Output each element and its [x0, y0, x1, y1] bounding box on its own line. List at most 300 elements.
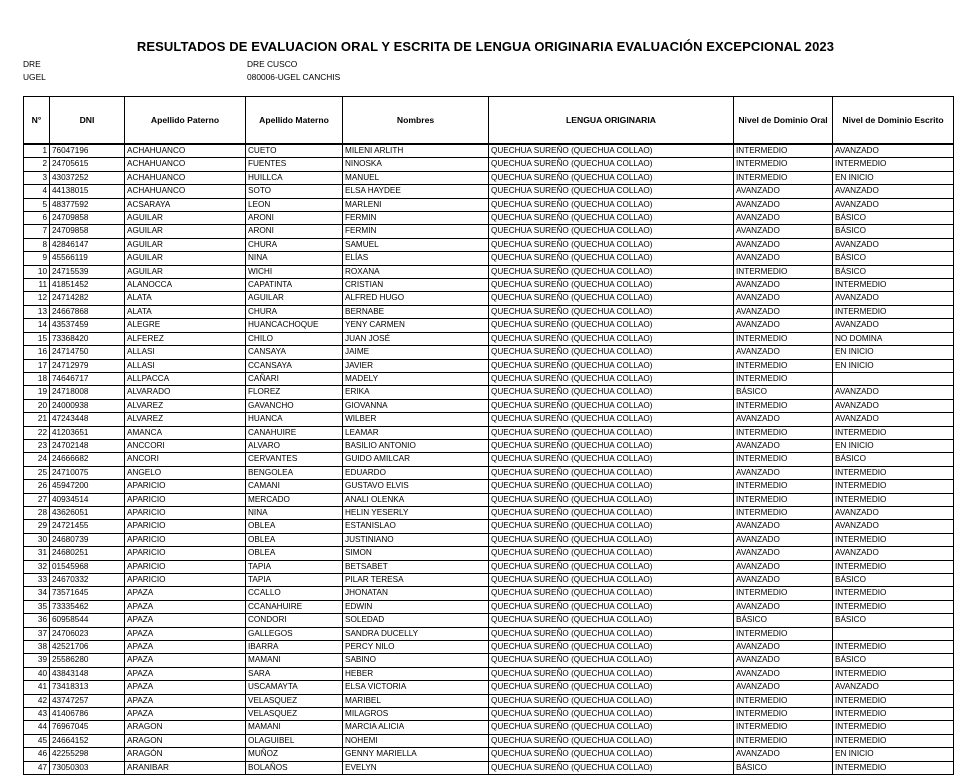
dominio-oral-cell: AVANZADO: [734, 600, 833, 613]
lengua-originaria-cell: QUECHUA SUREÑO (QUECHUA COLLAO): [489, 426, 734, 439]
dre-value: DRE CUSCO: [247, 59, 298, 69]
dominio-oral-cell: AVANZADO: [734, 319, 833, 332]
lengua-originaria-cell: QUECHUA SUREÑO (QUECHUA COLLAO): [489, 332, 734, 345]
apellido-paterno-cell: APAZA: [125, 694, 246, 707]
row-number-cell: 8: [24, 238, 50, 251]
apellido-materno-cell: MAMANI: [246, 721, 343, 734]
dominio-escrito-cell: AVANZADO: [833, 547, 954, 560]
dni-cell: 24670332: [50, 574, 125, 587]
dominio-escrito-cell: AVANZADO: [833, 144, 954, 158]
row-number-cell: 34: [24, 587, 50, 600]
apellido-paterno-cell: APAZA: [125, 587, 246, 600]
dominio-oral-cell: AVANZADO: [734, 748, 833, 761]
apellido-materno-cell: VELASQUEZ: [246, 708, 343, 721]
nombres-cell: MANUEL: [343, 171, 489, 184]
dominio-oral-cell: AVANZADO: [734, 547, 833, 560]
apellido-materno-cell: MAMANI: [246, 654, 343, 667]
apellido-materno-cell: GAVANCHO: [246, 399, 343, 412]
row-number-cell: 6: [24, 212, 50, 225]
lengua-originaria-cell: QUECHUA SUREÑO (QUECHUA COLLAO): [489, 238, 734, 251]
row-number-cell: 36: [24, 614, 50, 627]
dni-cell: 24680739: [50, 533, 125, 546]
dominio-escrito-cell: NO DOMINA: [833, 332, 954, 345]
dni-cell: 76967045: [50, 721, 125, 734]
dominio-oral-cell: AVANZADO: [734, 533, 833, 546]
nombres-cell: JUAN JOSÉ: [343, 332, 489, 345]
ugel-label: UGEL: [23, 72, 46, 82]
row-number-cell: 43: [24, 708, 50, 721]
nombres-cell: MARLENI: [343, 198, 489, 211]
apellido-paterno-cell: ARAGON: [125, 734, 246, 747]
dominio-oral-cell: AVANZADO: [734, 466, 833, 479]
row-number-cell: 41: [24, 681, 50, 694]
dni-cell: 24714750: [50, 346, 125, 359]
table-row: [24, 547, 954, 560]
row-number-cell: 40: [24, 667, 50, 680]
row-number-cell: 1: [24, 144, 50, 158]
row-number-cell: 20: [24, 399, 50, 412]
lengua-originaria-cell: QUECHUA SUREÑO (QUECHUA COLLAO): [489, 399, 734, 412]
apellido-materno-cell: HUANCA: [246, 413, 343, 426]
dni-cell: 41406786: [50, 708, 125, 721]
apellido-materno-cell: MUÑOZ: [246, 748, 343, 761]
dni-cell: 43537459: [50, 319, 125, 332]
table-row: [24, 574, 954, 587]
lengua-originaria-cell: QUECHUA SUREÑO (QUECHUA COLLAO): [489, 212, 734, 225]
dominio-oral-cell: INTERMEDIO: [734, 480, 833, 493]
apellido-paterno-cell: APARICIO: [125, 574, 246, 587]
dni-cell: 73368420: [50, 332, 125, 345]
header-dni: DNI: [50, 97, 125, 145]
apellido-paterno-cell: APARICIO: [125, 493, 246, 506]
apellido-paterno-cell: ALVAREZ: [125, 413, 246, 426]
dni-cell: 24709858: [50, 225, 125, 238]
apellido-materno-cell: GALLEGOS: [246, 627, 343, 640]
dni-cell: 76047196: [50, 144, 125, 158]
lengua-originaria-cell: QUECHUA SUREÑO (QUECHUA COLLAO): [489, 252, 734, 265]
dominio-escrito-cell: INTERMEDIO: [833, 305, 954, 318]
apellido-materno-cell: CAPATINTA: [246, 279, 343, 292]
table-row: [24, 614, 954, 627]
apellido-paterno-cell: APAZA: [125, 627, 246, 640]
header-lengua-originaria: LENGUA ORIGINARIA: [489, 97, 734, 145]
nombres-cell: NINOSKA: [343, 158, 489, 171]
table-row: [24, 506, 954, 519]
lengua-originaria-cell: QUECHUA SUREÑO (QUECHUA COLLAO): [489, 493, 734, 506]
lengua-originaria-cell: QUECHUA SUREÑO (QUECHUA COLLAO): [489, 346, 734, 359]
apellido-paterno-cell: ALLASI: [125, 346, 246, 359]
dominio-oral-cell: AVANZADO: [734, 413, 833, 426]
dni-cell: 73418313: [50, 681, 125, 694]
table-row: [24, 600, 954, 613]
dni-cell: 60958544: [50, 614, 125, 627]
dominio-escrito-cell: INTERMEDIO: [833, 493, 954, 506]
dominio-escrito-cell: BÁSICO: [833, 252, 954, 265]
dni-cell: 41203651: [50, 426, 125, 439]
apellido-materno-cell: CHURA: [246, 305, 343, 318]
apellido-materno-cell: CAÑARI: [246, 372, 343, 385]
apellido-materno-cell: CCALLO: [246, 587, 343, 600]
table-row: [24, 372, 954, 385]
table-row: [24, 332, 954, 345]
row-number-cell: 27: [24, 493, 50, 506]
apellido-materno-cell: CONDORI: [246, 614, 343, 627]
nombres-cell: JAIME: [343, 346, 489, 359]
lengua-originaria-cell: QUECHUA SUREÑO (QUECHUA COLLAO): [489, 453, 734, 466]
dni-cell: 43747257: [50, 694, 125, 707]
nombres-cell: FERMIN: [343, 225, 489, 238]
dominio-escrito-cell: BÁSICO: [833, 225, 954, 238]
dominio-oral-cell: INTERMEDIO: [734, 372, 833, 385]
dominio-escrito-cell: INTERMEDIO: [833, 480, 954, 493]
apellido-materno-cell: TAPIA: [246, 560, 343, 573]
row-number-cell: 13: [24, 305, 50, 318]
dominio-oral-cell: AVANZADO: [734, 641, 833, 654]
apellido-materno-cell: ARONI: [246, 225, 343, 238]
dni-cell: 40934514: [50, 493, 125, 506]
table-row: [24, 627, 954, 640]
apellido-paterno-cell: AMANCA: [125, 426, 246, 439]
dominio-oral-cell: AVANZADO: [734, 238, 833, 251]
nombres-cell: SAMUEL: [343, 238, 489, 251]
table-row: [24, 533, 954, 546]
dominio-oral-cell: INTERMEDIO: [734, 399, 833, 412]
nombres-cell: JHONATAN: [343, 587, 489, 600]
row-number-cell: 46: [24, 748, 50, 761]
dni-cell: 25586280: [50, 654, 125, 667]
dni-cell: 42846147: [50, 238, 125, 251]
dominio-oral-cell: AVANZADO: [734, 305, 833, 318]
apellido-materno-cell: OBLEA: [246, 533, 343, 546]
dominio-escrito-cell: AVANZADO: [833, 198, 954, 211]
nombres-cell: ERIKA: [343, 386, 489, 399]
dominio-oral-cell: AVANZADO: [734, 654, 833, 667]
nombres-cell: FERMIN: [343, 212, 489, 225]
dominio-escrito-cell: AVANZADO: [833, 506, 954, 519]
apellido-paterno-cell: APAZA: [125, 667, 246, 680]
header-apellido-paterno: Apellido Paterno: [125, 97, 246, 145]
table-row: [24, 453, 954, 466]
row-number-cell: 35: [24, 600, 50, 613]
apellido-materno-cell: FLOREZ: [246, 386, 343, 399]
apellido-materno-cell: IBARRA: [246, 641, 343, 654]
dni-cell: 48377592: [50, 198, 125, 211]
nombres-cell: PILAR TERESA: [343, 574, 489, 587]
lengua-originaria-cell: QUECHUA SUREÑO (QUECHUA COLLAO): [489, 279, 734, 292]
dni-cell: 01545968: [50, 560, 125, 573]
dominio-oral-cell: AVANZADO: [734, 520, 833, 533]
table-row: [24, 399, 954, 412]
lengua-originaria-cell: QUECHUA SUREÑO (QUECHUA COLLAO): [489, 748, 734, 761]
row-number-cell: 10: [24, 265, 50, 278]
lengua-originaria-cell: QUECHUA SUREÑO (QUECHUA COLLAO): [489, 158, 734, 171]
dominio-escrito-cell: AVANZADO: [833, 292, 954, 305]
lengua-originaria-cell: QUECHUA SUREÑO (QUECHUA COLLAO): [489, 694, 734, 707]
lengua-originaria-cell: QUECHUA SUREÑO (QUECHUA COLLAO): [489, 721, 734, 734]
dominio-escrito-cell: AVANZADO: [833, 413, 954, 426]
nombres-cell: ALFRED HUGO: [343, 292, 489, 305]
lengua-originaria-cell: QUECHUA SUREÑO (QUECHUA COLLAO): [489, 319, 734, 332]
dominio-escrito-cell: INTERMEDIO: [833, 761, 954, 774]
nombres-cell: ELSA HAYDEE: [343, 185, 489, 198]
apellido-paterno-cell: APARICIO: [125, 480, 246, 493]
row-number-cell: 5: [24, 198, 50, 211]
dni-cell: 45947200: [50, 480, 125, 493]
nombres-cell: NOHEMI: [343, 734, 489, 747]
apellido-paterno-cell: ALLPACCA: [125, 372, 246, 385]
nombres-cell: YENY CARMEN: [343, 319, 489, 332]
lengua-originaria-cell: QUECHUA SUREÑO (QUECHUA COLLAO): [489, 574, 734, 587]
dominio-oral-cell: AVANZADO: [734, 560, 833, 573]
table-row: [24, 413, 954, 426]
nombres-cell: ELSA VICTORIA: [343, 681, 489, 694]
row-number-cell: 16: [24, 346, 50, 359]
apellido-materno-cell: CCANSAYA: [246, 359, 343, 372]
dominio-oral-cell: AVANZADO: [734, 212, 833, 225]
nombres-cell: GENNY MARIELLA: [343, 748, 489, 761]
lengua-originaria-cell: QUECHUA SUREÑO (QUECHUA COLLAO): [489, 681, 734, 694]
apellido-materno-cell: ARONI: [246, 212, 343, 225]
table-row: [24, 480, 954, 493]
dominio-escrito-cell: INTERMEDIO: [833, 667, 954, 680]
dni-cell: 42521706: [50, 641, 125, 654]
nombres-cell: WILBER: [343, 413, 489, 426]
header-nombres: Nombres: [343, 97, 489, 145]
dni-cell: 43037252: [50, 171, 125, 184]
row-number-cell: 37: [24, 627, 50, 640]
apellido-materno-cell: TAPIA: [246, 574, 343, 587]
nombres-cell: ROXANA: [343, 265, 489, 278]
lengua-originaria-cell: QUECHUA SUREÑO (QUECHUA COLLAO): [489, 372, 734, 385]
dominio-oral-cell: INTERMEDIO: [734, 721, 833, 734]
lengua-originaria-cell: QUECHUA SUREÑO (QUECHUA COLLAO): [489, 439, 734, 452]
nombres-cell: EVELYN: [343, 761, 489, 774]
apellido-paterno-cell: APAZA: [125, 708, 246, 721]
nombres-cell: MARIBEL: [343, 694, 489, 707]
apellido-materno-cell: OBLEA: [246, 520, 343, 533]
dominio-oral-cell: INTERMEDIO: [734, 587, 833, 600]
dni-cell: 41851452: [50, 279, 125, 292]
apellido-materno-cell: HUANCACHOQUE: [246, 319, 343, 332]
table-row: [24, 439, 954, 452]
row-number-cell: 28: [24, 506, 50, 519]
table-row: [24, 305, 954, 318]
lengua-originaria-cell: QUECHUA SUREÑO (QUECHUA COLLAO): [489, 654, 734, 667]
lengua-originaria-cell: QUECHUA SUREÑO (QUECHUA COLLAO): [489, 144, 734, 158]
dominio-escrito-cell: INTERMEDIO: [833, 158, 954, 171]
apellido-materno-cell: AGUILAR: [246, 292, 343, 305]
apellido-paterno-cell: AGUILAR: [125, 265, 246, 278]
dominio-escrito-cell: [833, 372, 954, 385]
dni-cell: 24664152: [50, 734, 125, 747]
nombres-cell: GUIDO AMILCAR: [343, 453, 489, 466]
dominio-oral-cell: INTERMEDIO: [734, 144, 833, 158]
dominio-escrito-cell: INTERMEDIO: [833, 279, 954, 292]
dominio-escrito-cell: BÁSICO: [833, 614, 954, 627]
row-number-cell: 44: [24, 721, 50, 734]
apellido-paterno-cell: ARANIBAR: [125, 761, 246, 774]
nombres-cell: SANDRA DUCELLY: [343, 627, 489, 640]
lengua-originaria-cell: QUECHUA SUREÑO (QUECHUA COLLAO): [489, 265, 734, 278]
ugel-value: 080006-UGEL CANCHIS: [247, 72, 341, 82]
lengua-originaria-cell: QUECHUA SUREÑO (QUECHUA COLLAO): [489, 520, 734, 533]
apellido-materno-cell: WICHI: [246, 265, 343, 278]
dni-cell: 24702148: [50, 439, 125, 452]
dni-cell: 24000938: [50, 399, 125, 412]
row-number-cell: 47: [24, 761, 50, 774]
row-number-cell: 15: [24, 332, 50, 345]
header-number: N°: [24, 97, 50, 145]
dominio-escrito-cell: INTERMEDIO: [833, 600, 954, 613]
dominio-escrito-cell: AVANZADO: [833, 681, 954, 694]
apellido-paterno-cell: APAZA: [125, 641, 246, 654]
apellido-materno-cell: CCANAHUIRE: [246, 600, 343, 613]
apellido-materno-cell: LEON: [246, 198, 343, 211]
apellido-materno-cell: HUILLCA: [246, 171, 343, 184]
lengua-originaria-cell: QUECHUA SUREÑO (QUECHUA COLLAO): [489, 386, 734, 399]
nombres-cell: EDUARDO: [343, 466, 489, 479]
row-number-cell: 11: [24, 279, 50, 292]
nombres-cell: GUSTAVO ELVIS: [343, 480, 489, 493]
table-row: [24, 667, 954, 680]
table-row: [24, 144, 954, 158]
dominio-oral-cell: AVANZADO: [734, 439, 833, 452]
lengua-originaria-cell: QUECHUA SUREÑO (QUECHUA COLLAO): [489, 734, 734, 747]
dominio-escrito-cell: BÁSICO: [833, 654, 954, 667]
apellido-paterno-cell: APAZA: [125, 654, 246, 667]
header-apellido-materno: Apellido Materno: [246, 97, 343, 145]
dominio-oral-cell: AVANZADO: [734, 252, 833, 265]
lengua-originaria-cell: QUECHUA SUREÑO (QUECHUA COLLAO): [489, 198, 734, 211]
apellido-paterno-cell: ALFEREZ: [125, 332, 246, 345]
table-row: [24, 466, 954, 479]
row-number-cell: 31: [24, 547, 50, 560]
dominio-oral-cell: INTERMEDIO: [734, 506, 833, 519]
lengua-originaria-cell: QUECHUA SUREÑO (QUECHUA COLLAO): [489, 292, 734, 305]
dominio-oral-cell: INTERMEDIO: [734, 708, 833, 721]
lengua-originaria-cell: QUECHUA SUREÑO (QUECHUA COLLAO): [489, 708, 734, 721]
row-number-cell: 26: [24, 480, 50, 493]
lengua-originaria-cell: QUECHUA SUREÑO (QUECHUA COLLAO): [489, 506, 734, 519]
results-table: [23, 96, 954, 775]
lengua-originaria-cell: QUECHUA SUREÑO (QUECHUA COLLAO): [489, 560, 734, 573]
dominio-escrito-cell: AVANZADO: [833, 399, 954, 412]
dni-cell: 24709858: [50, 212, 125, 225]
row-number-cell: 18: [24, 372, 50, 385]
lengua-originaria-cell: QUECHUA SUREÑO (QUECHUA COLLAO): [489, 533, 734, 546]
dre-label: DRE: [23, 59, 41, 69]
lengua-originaria-cell: QUECHUA SUREÑO (QUECHUA COLLAO): [489, 761, 734, 774]
table-row: [24, 238, 954, 251]
apellido-materno-cell: VELASQUEZ: [246, 694, 343, 707]
nombres-cell: BETSABET: [343, 560, 489, 573]
dni-cell: 43626051: [50, 506, 125, 519]
nombres-cell: MILAGROS: [343, 708, 489, 721]
row-number-cell: 21: [24, 413, 50, 426]
dominio-escrito-cell: INTERMEDIO: [833, 587, 954, 600]
table-row: [24, 734, 954, 747]
apellido-materno-cell: NINA: [246, 506, 343, 519]
nombres-cell: MADELY: [343, 372, 489, 385]
table-row: [24, 721, 954, 734]
dominio-oral-cell: AVANZADO: [734, 292, 833, 305]
apellido-materno-cell: CANAHUIRE: [246, 426, 343, 439]
dominio-oral-cell: AVANZADO: [734, 667, 833, 680]
dominio-oral-cell: AVANZADO: [734, 198, 833, 211]
apellido-materno-cell: USCAMAYTA: [246, 681, 343, 694]
lengua-originaria-cell: QUECHUA SUREÑO (QUECHUA COLLAO): [489, 600, 734, 613]
lengua-originaria-cell: QUECHUA SUREÑO (QUECHUA COLLAO): [489, 466, 734, 479]
apellido-paterno-cell: AGUILAR: [125, 225, 246, 238]
dni-cell: 24706023: [50, 627, 125, 640]
table-row: [24, 158, 954, 171]
table-row: [24, 252, 954, 265]
nombres-cell: ELÍAS: [343, 252, 489, 265]
table-row: [24, 198, 954, 211]
dominio-oral-cell: INTERMEDIO: [734, 694, 833, 707]
table-row: [24, 265, 954, 278]
table-row: [24, 761, 954, 774]
lengua-originaria-cell: QUECHUA SUREÑO (QUECHUA COLLAO): [489, 614, 734, 627]
dni-cell: 73571645: [50, 587, 125, 600]
dominio-escrito-cell: INTERMEDIO: [833, 641, 954, 654]
dominio-oral-cell: BÁSICO: [734, 386, 833, 399]
apellido-paterno-cell: APAZA: [125, 681, 246, 694]
dominio-oral-cell: INTERMEDIO: [734, 734, 833, 747]
dominio-oral-cell: INTERMEDIO: [734, 265, 833, 278]
dominio-oral-cell: AVANZADO: [734, 681, 833, 694]
apellido-paterno-cell: AGUILAR: [125, 238, 246, 251]
row-number-cell: 32: [24, 560, 50, 573]
dni-cell: 24710075: [50, 466, 125, 479]
apellido-paterno-cell: ALANOCCA: [125, 279, 246, 292]
dni-cell: 24721455: [50, 520, 125, 533]
lengua-originaria-cell: QUECHUA SUREÑO (QUECHUA COLLAO): [489, 641, 734, 654]
dni-cell: 44138015: [50, 185, 125, 198]
dominio-escrito-cell: EN INICIO: [833, 171, 954, 184]
dni-cell: 24705615: [50, 158, 125, 171]
nombres-cell: BASILIO ANTONIO: [343, 439, 489, 452]
row-number-cell: 22: [24, 426, 50, 439]
dominio-oral-cell: BÁSICO: [734, 761, 833, 774]
nombres-cell: MILENI ARLITH: [343, 144, 489, 158]
apellido-paterno-cell: AGUILAR: [125, 212, 246, 225]
row-number-cell: 17: [24, 359, 50, 372]
dominio-oral-cell: INTERMEDIO: [734, 332, 833, 345]
dominio-oral-cell: AVANZADO: [734, 574, 833, 587]
apellido-materno-cell: MERCADO: [246, 493, 343, 506]
header-dominio-oral: Nivel de Dominio Oral: [734, 97, 833, 145]
table-row: [24, 212, 954, 225]
lengua-originaria-cell: QUECHUA SUREÑO (QUECHUA COLLAO): [489, 480, 734, 493]
nombres-cell: ANALI OLENKA: [343, 493, 489, 506]
row-number-cell: 2: [24, 158, 50, 171]
dominio-escrito-cell: EN INICIO: [833, 359, 954, 372]
dni-cell: 74646717: [50, 372, 125, 385]
dominio-escrito-cell: EN INICIO: [833, 439, 954, 452]
dominio-escrito-cell: INTERMEDIO: [833, 533, 954, 546]
table-row: [24, 654, 954, 667]
lengua-originaria-cell: QUECHUA SUREÑO (QUECHUA COLLAO): [489, 547, 734, 560]
dominio-escrito-cell: INTERMEDIO: [833, 466, 954, 479]
lengua-originaria-cell: QUECHUA SUREÑO (QUECHUA COLLAO): [489, 359, 734, 372]
row-number-cell: 19: [24, 386, 50, 399]
lengua-originaria-cell: QUECHUA SUREÑO (QUECHUA COLLAO): [489, 413, 734, 426]
row-number-cell: 24: [24, 453, 50, 466]
table-row: [24, 587, 954, 600]
dominio-escrito-cell: AVANZADO: [833, 185, 954, 198]
apellido-paterno-cell: APARICIO: [125, 560, 246, 573]
